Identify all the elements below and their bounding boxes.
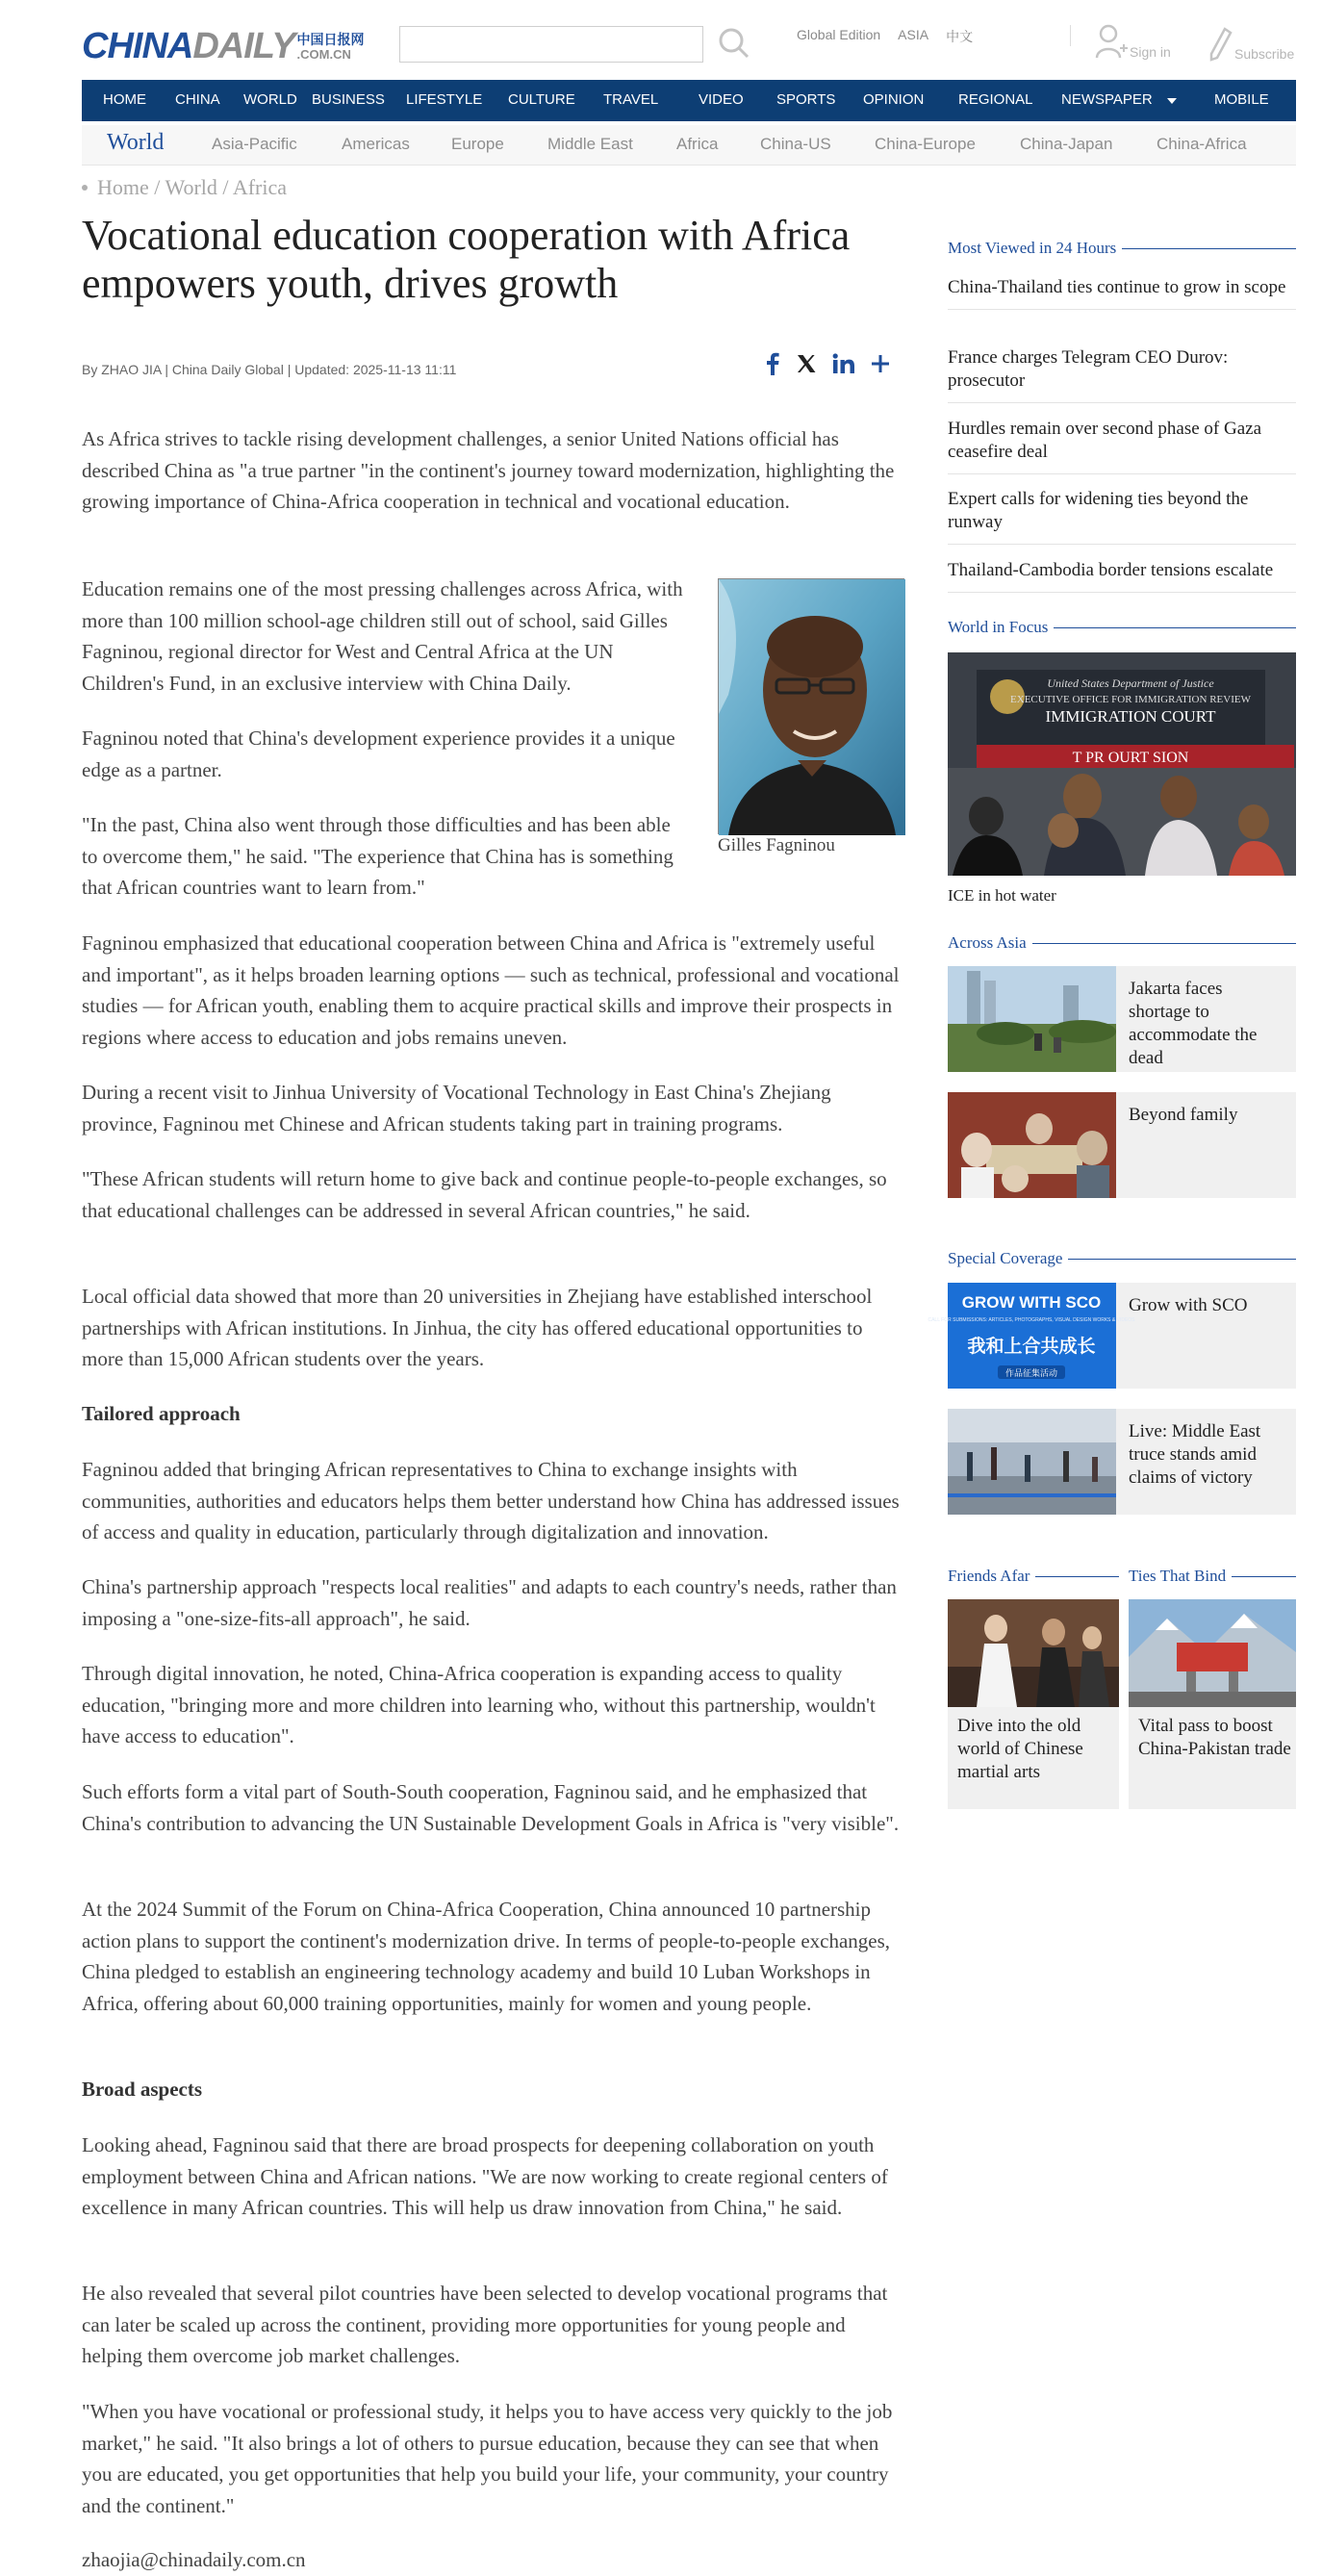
search-icon[interactable] <box>717 26 751 61</box>
most-viewed-item[interactable]: Hurdles remain over second phase of Gaza ceasefire deal <box>948 418 1296 474</box>
card-thumbnail <box>928 1283 1135 1389</box>
most-viewed-item[interactable]: Expert calls for widening ties beyond the runway <box>948 488 1296 545</box>
edition-links <box>797 27 973 46</box>
nav-sports[interactable]: SPORTS <box>776 91 836 108</box>
author-email[interactable]: zhaojia@chinadaily.com.cn <box>82 2548 306 2571</box>
nav-travel[interactable]: TRAVEL <box>603 91 659 108</box>
paragraph: "In the past, China also went through those difficulties and has been able to overcome them," he said. "The experience that China has is something that African countries want to learn from." <box>82 813 674 899</box>
subnav-europe[interactable]: Europe <box>451 135 504 153</box>
linkedin-icon[interactable] <box>832 353 855 374</box>
nav-culture[interactable]: CULTURE <box>508 91 575 108</box>
card-title: Dive into the old world of Chinese martial arts <box>957 1716 1083 1782</box>
subnav-china-africa[interactable]: China-Africa <box>1157 135 1247 153</box>
header-divider <box>1070 25 1071 46</box>
paragraph: Fagninou noted that China's development experience provides it a unique edge as a partner. <box>82 727 675 781</box>
article-title: Vocational education cooperation with Africa empowers youth, drives growth <box>82 212 851 307</box>
subnav-china-europe[interactable]: China-Europe <box>875 135 976 153</box>
logo-china-text: CHINA <box>82 26 193 66</box>
facebook-icon[interactable] <box>765 352 780 375</box>
nav-regional[interactable]: REGIONAL <box>958 91 1033 108</box>
across-asia-card[interactable] <box>948 1092 1296 1198</box>
heading-rule <box>1032 943 1296 944</box>
ties-that-bind-card[interactable] <box>1129 1599 1296 1809</box>
friends-afar-card[interactable] <box>948 1599 1119 1809</box>
ties-that-bind-label: Ties That Bind <box>1129 1567 1227 1585</box>
banner-small-text: CALL FOR SUBMISSIONS: ARTICLES, PHOTOGRAPHS, VISUAL DESIGN WORKS & VIDEOS <box>928 1317 1135 1323</box>
world-in-focus-image[interactable] <box>948 652 1296 876</box>
heading-rule <box>1054 627 1296 628</box>
special-coverage-card[interactable] <box>928 1283 1296 1389</box>
paragraph: He also revealed that several pilot countries have been selected to develop vocational programs that can later be scaled up across the continent, providing more opportunities for young people and helping them overcome job market challenges. <box>82 2282 888 2367</box>
plus-share-icon[interactable] <box>871 354 890 373</box>
paragraph: At the 2024 Summit of the Forum on China-Africa Cooperation, China announced 10 partnership action plans to support the continent's modernization drive. In terms of people-to-people exchanges, China pledged to establish an engineering technology academy and build 10 Luban Workshops in Africa, offering about 60,000 training opportunities, mainly for women and young people. <box>82 1898 891 2015</box>
main-nav <box>82 80 1296 121</box>
edition-asia[interactable]: ASIA <box>898 27 929 42</box>
world-in-focus-caption[interactable]: ICE in hot water <box>948 886 1056 905</box>
heading-rule <box>1232 1576 1296 1577</box>
nav-china[interactable]: CHINA <box>175 91 220 108</box>
sign-line: T PR OURT SION <box>1072 750 1189 766</box>
banner-title: GROW WITH SCO <box>961 1293 1102 1312</box>
nav-video[interactable]: VIDEO <box>699 91 744 108</box>
subscribe-link[interactable] <box>1208 27 1294 62</box>
card-title: Grow with SCO <box>1129 1295 1248 1315</box>
subscribe-label: Subscribe <box>1234 46 1295 62</box>
nav-opinion[interactable]: OPINION <box>863 91 925 108</box>
card-thumbnail <box>1129 1599 1296 1707</box>
paragraph: China's partnership approach "respects local realities" and adapts to each country's needs, rather than imposing a "one-size-fits-all approach", he said. <box>82 1575 897 1630</box>
card-title: Vital pass to boost China-Pakistan trade <box>1138 1716 1291 1759</box>
nav-business[interactable]: BUSINESS <box>312 91 385 108</box>
card-title: Live: Middle East truce stands amid claims of victory <box>1129 1421 1261 1488</box>
edition-global[interactable]: Global Edition <box>797 27 881 42</box>
subnav-middle-east[interactable]: Middle East <box>547 135 633 153</box>
portrait-image <box>719 579 905 835</box>
paragraph: During a recent visit to Jinhua University of Vocational Technology in East China's Zhejiang province, Fagninou met Chinese and African students taking part in training programs. <box>82 1081 831 1135</box>
article-photo <box>718 578 904 834</box>
nav-lifestyle[interactable]: LIFESTYLE <box>406 91 483 108</box>
breadcrumb-text[interactable]: Home / World / Africa <box>97 175 288 199</box>
card-thumbnail <box>948 1599 1119 1707</box>
sign-line: EXECUTIVE OFFICE FOR IMMIGRATION REVIEW <box>1010 694 1251 705</box>
subheading: Broad aspects <box>82 2078 203 2101</box>
edition-chinese[interactable]: 中文 <box>946 29 974 44</box>
x-twitter-icon[interactable] <box>796 353 817 374</box>
logo-domain-text: .COM.CN <box>296 47 351 62</box>
pen-icon <box>1208 27 1233 62</box>
most-viewed-item[interactable]: France charges Telegram CEO Durov: prosecutor <box>948 346 1296 403</box>
card-title: Beyond family <box>1129 1105 1238 1125</box>
card-thumbnail <box>948 1409 1116 1515</box>
chevron-down-icon[interactable] <box>1166 97 1178 105</box>
article-byline: By ZHAO JIA | China Daily Global | Updated: 2025-11-13 11:11 <box>82 362 457 377</box>
paragraph: Fagninou added that bringing African representatives to China to exchange insights with communities, authorities and educators helps them better understand how China has addressed issues of access and quality in education, particularly through digitalization and innovation. <box>82 1458 900 1543</box>
paragraph: Such efforts form a vital part of South-South cooperation, Fagninou said, and he emphasized that China's contribution to advancing the UN Sustainable Development Goals in Africa is "very visible". <box>82 1780 900 1835</box>
subnav-africa[interactable]: Africa <box>676 135 719 153</box>
user-icon <box>1095 23 1128 60</box>
paragraph: "These African students will return home to give back and continue people-to-people exchanges, so that educational challenges can be addressed in several African countries," he said. <box>82 1167 887 1222</box>
subnav-china-japan[interactable]: China-Japan <box>1020 135 1113 153</box>
paragraph: Local official data showed that more than 20 universities in Zhejiang have established interschool partnerships with African institutions. In Jinhua, the city has offered educational opportunities to more than 15,000 African students over the years. <box>82 1285 873 1370</box>
paragraph: "When you have vocational or professional study, it helps you to have access very quickly to the job market," he said. "It also brings a lot of others to pursue education, because they can see that when you are educated, you get opportunities that help you build your life, your community, your country and the continent." <box>82 2400 893 2517</box>
breadcrumb-dot-icon <box>82 185 88 191</box>
heading-rule <box>1068 1259 1296 1260</box>
across-asia-label: Across Asia <box>948 933 1027 952</box>
subnav-asia-pacific[interactable]: Asia-Pacific <box>212 135 297 153</box>
sub-nav <box>82 125 1296 166</box>
subnav-world[interactable]: World <box>107 130 165 155</box>
sign-line: IMMIGRATION COURT <box>1045 707 1216 726</box>
card-thumbnail <box>948 966 1116 1072</box>
sign-in-label: Sign in <box>1130 44 1171 60</box>
heading-rule <box>1035 1576 1119 1577</box>
china-daily-logo[interactable] <box>82 23 365 65</box>
photo-caption: Gilles Fagninou <box>718 835 835 855</box>
card-thumbnail <box>948 1092 1116 1198</box>
friends-afar-label: Friends Afar <box>948 1567 1030 1585</box>
card-title: Jakarta faces shortage to accommodate the dead <box>1129 979 1258 1068</box>
most-viewed-item[interactable]: China-Thailand ties continue to grow in scope <box>948 276 1296 310</box>
breadcrumb[interactable] <box>82 175 287 200</box>
subnav-americas[interactable]: Americas <box>342 135 410 153</box>
nav-newspaper[interactable]: NEWSPAPER <box>1061 91 1153 108</box>
logo-chinese-text: 中国日报网 <box>296 33 365 48</box>
most-viewed-label: Most Viewed in 24 Hours <box>948 239 1117 257</box>
paragraph: Education remains one of the most pressing challenges across Africa, with more than 100 million school-age children still out of school, said Gilles Fagninou, regional director for West and Central Africa at the UN Children's Fund, in an exclusive interview with China Daily. <box>82 577 683 695</box>
subheading: Tailored approach <box>82 1402 241 1425</box>
most-viewed-item[interactable]: Thailand-Cambodia border tensions escalate <box>948 559 1296 593</box>
search-input[interactable] <box>399 26 703 63</box>
ties-that-bind-heading[interactable] <box>1129 1567 1296 1586</box>
share-bar <box>765 352 890 375</box>
nav-home[interactable]: HOME <box>103 91 146 108</box>
subnav-china-us[interactable]: China-US <box>760 135 831 153</box>
paragraph: Fagninou emphasized that educational cooperation between China and Africa is "extremely useful and important", as it helps broaden learning options — such as technical, professional and vocational studies — for African youth, enabling them to acquire practical skills and improve their prospects in regions where access to education and jobs remains uneven. <box>82 931 900 1049</box>
banner-chinese-subtitle: 作品征集活动 <box>1004 1369 1058 1379</box>
special-coverage-heading[interactable] <box>948 1249 1296 1268</box>
sign-line: United States Department of Justice <box>1047 676 1214 690</box>
special-coverage-label: Special Coverage <box>948 1249 1063 1267</box>
nav-world[interactable]: WORLD <box>243 91 297 108</box>
most-viewed-heading[interactable] <box>948 239 1296 258</box>
special-coverage-card[interactable] <box>948 1409 1296 1515</box>
nav-mobile[interactable]: MOBILE <box>1214 91 1269 108</box>
world-in-focus-label: World in Focus <box>948 618 1049 636</box>
across-asia-card[interactable] <box>948 966 1296 1072</box>
paragraph: Looking ahead, Fagninou said that there are broad prospects for deepening collaboration on youth employment between China and African nations. "We are now working to create regional centers of excellence in many African countries. This will help us draw innovation from China," he said. <box>82 2133 888 2219</box>
paragraph: Through digital innovation, he noted, China-Africa cooperation is expanding access to quality education, "bringing more and more children into learning who, without this partnership, wouldn't have access to education". <box>82 1662 876 1747</box>
across-asia-heading[interactable] <box>948 933 1296 953</box>
paragraph: As Africa strives to tackle rising development challenges, a senior United Nations official has described China as "a true partner "in the continent's journey toward modernization, highlighting the growing importance of China-Africa cooperation in technical and vocational education. <box>82 427 895 513</box>
world-in-focus-heading[interactable] <box>948 618 1296 637</box>
friends-afar-heading[interactable] <box>948 1567 1119 1586</box>
banner-chinese-title: 我和上合共成长 <box>967 1336 1096 1357</box>
heading-rule <box>1122 248 1296 249</box>
sign-in-link[interactable] <box>1095 23 1171 60</box>
logo-daily-text: DAILY <box>192 26 295 66</box>
